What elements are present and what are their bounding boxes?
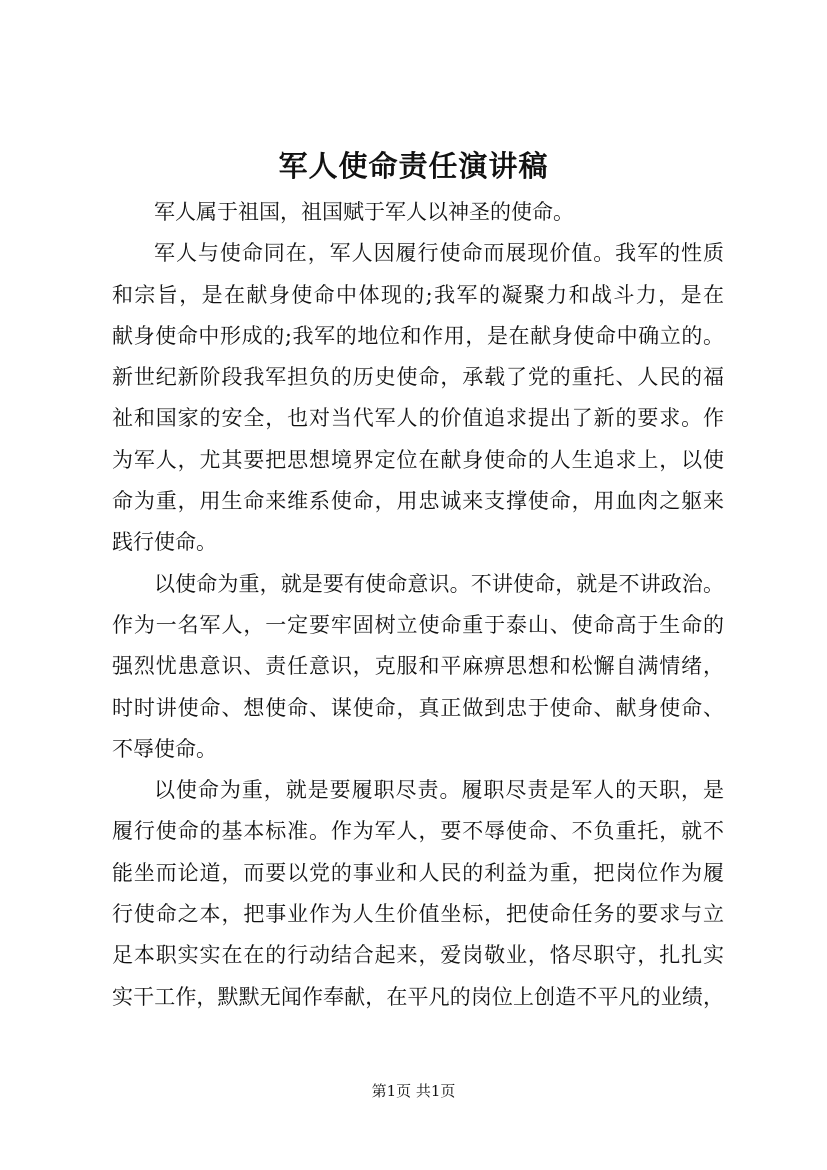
paragraph-line: 足本职实实在在的行动结合起来，爱岗敬业，恪尽职守，扎扎实	[112, 943, 724, 968]
paragraph-line: 时时讲使命、想使命、谋使命，真正做到忠于使命、献身使命、	[112, 695, 724, 720]
paragraph-line: 献身使命中形成的;我军的地位和作用，是在献身使命中确立的。	[112, 323, 724, 348]
document-body	[112, 192, 724, 1018]
paragraph-line: 和宗旨，是在献身使命中体现的;我军的凝聚力和战斗力，是在	[112, 282, 724, 307]
paragraph-line: 不辱使命。	[112, 736, 217, 761]
page-footer: 第1页 共1页	[371, 1082, 456, 1100]
paragraph-line: 能坐而论道，而要以党的事业和人民的利益为重，把岗位作为履	[112, 860, 724, 885]
paragraph-line: 实干工作，默默无闻作奉献，在平凡的岗位上创造不平凡的业绩，	[112, 984, 724, 1009]
paragraph-line: 作为一名军人，一定要牢固树立使命重于泰山、使命高于生命的	[112, 612, 724, 637]
paragraph-line: 为军人，尤其要把思想境界定位在献身使命的人生追求上，以使	[112, 447, 724, 472]
paragraph-line: 以使命为重，就是要履职尽责。履职尽责是军人的天职，是	[154, 778, 724, 803]
paragraph-line: 新世纪新阶段我军担负的历史使命，承载了党的重托、人民的福	[112, 365, 724, 390]
paragraph-line: 履行使命的基本标准。作为军人，要不辱使命、不负重托，就不	[112, 819, 724, 844]
paragraph-line: 军人与使命同在，军人因履行使命而展现价值。我军的性质	[154, 241, 724, 266]
paragraph-line: 以使命为重，就是要有使命意识。不讲使命，就是不讲政治。	[154, 571, 724, 596]
paragraph-line: 行使命之本，把事业作为人生价值坐标，把使命任务的要求与立	[112, 902, 724, 927]
paragraph-line: 军人属于祖国，祖国赋于军人以神圣的使命。	[154, 200, 574, 224]
paragraph-line: 祉和国家的安全，也对当代军人的价值追求提出了新的要求。作	[112, 406, 724, 431]
paragraph-line: 践行使命。	[112, 530, 217, 555]
document-title: 军人使命责任演讲稿	[278, 149, 549, 183]
paragraph-line: 命为重，用生命来维系使命，用忠诚来支撑使命，用血肉之躯来	[112, 489, 724, 514]
paragraph-line: 强烈忧患意识、责任意识，克服和平麻痹思想和松懈自满情绪，	[112, 654, 724, 679]
